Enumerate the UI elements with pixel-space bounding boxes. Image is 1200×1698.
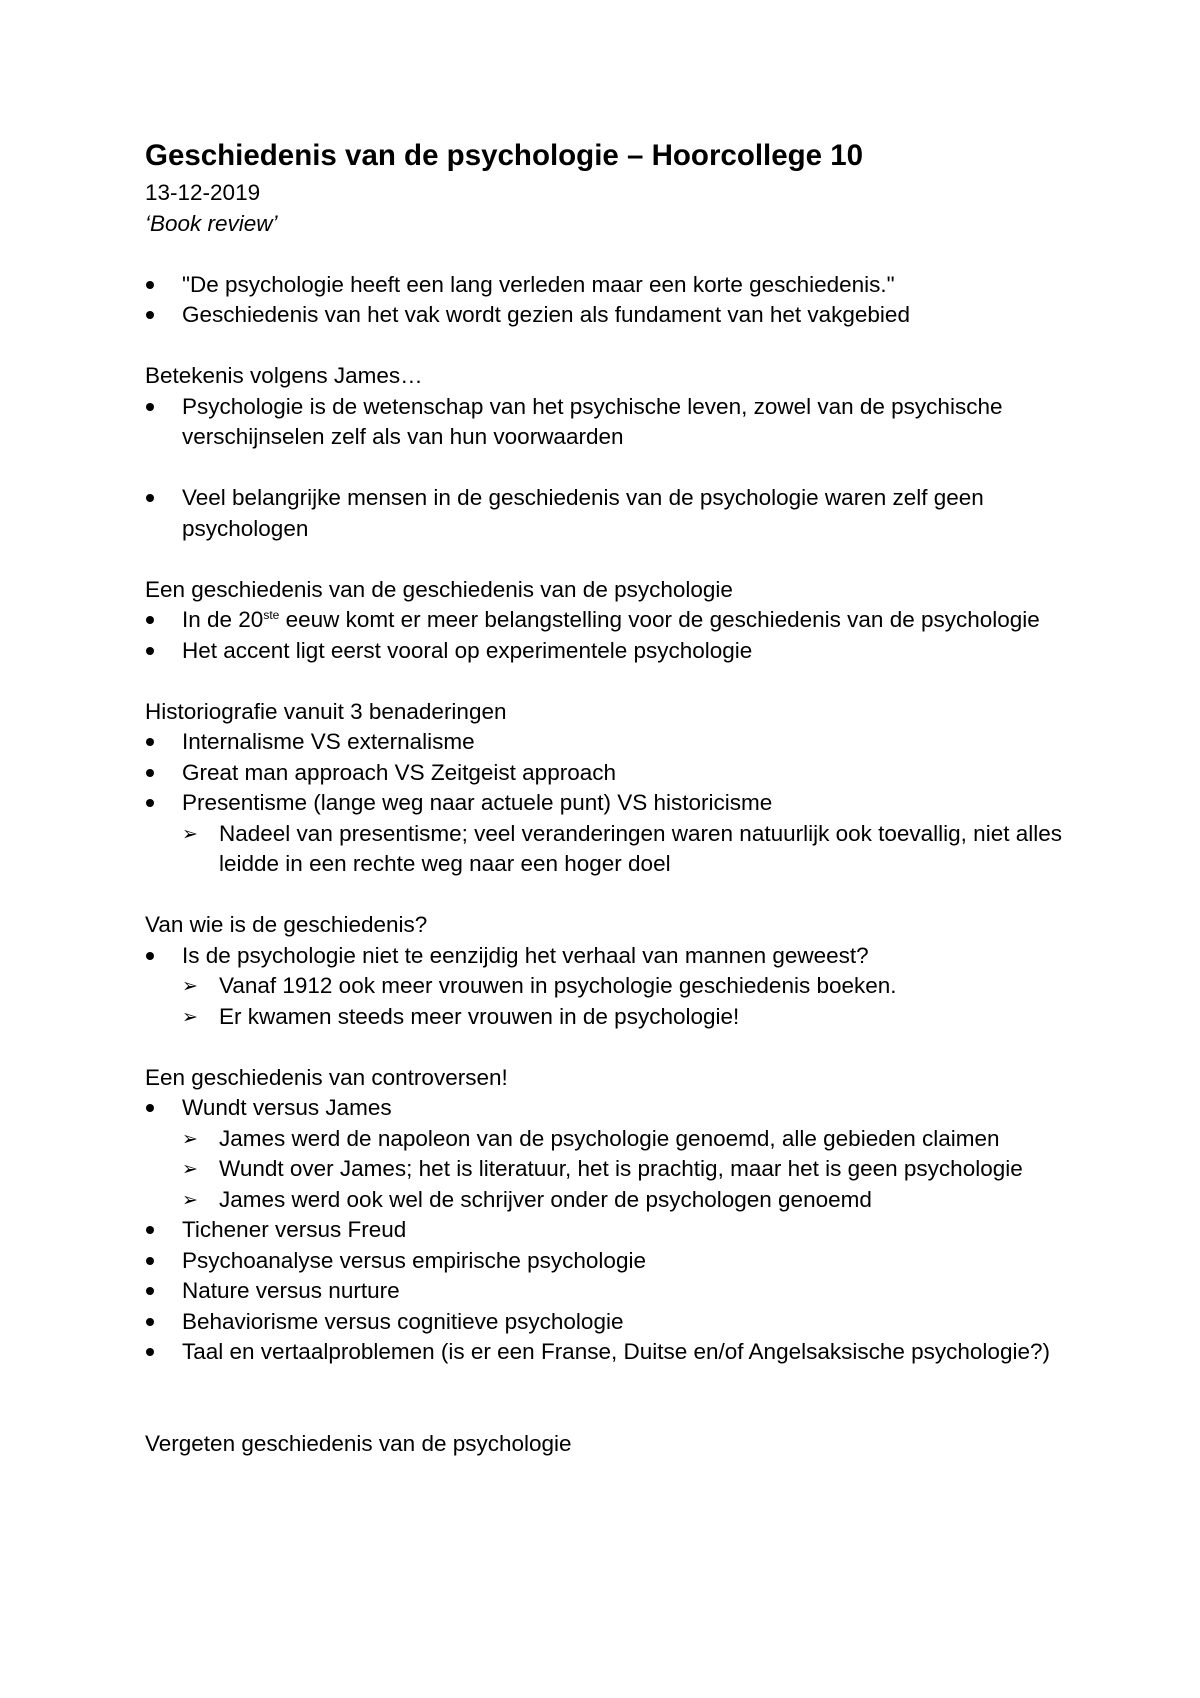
bullet-icon bbox=[146, 647, 154, 655]
list-item: "De psychologie heeft een lang verleden maar een korte geschiedenis." bbox=[145, 270, 1085, 301]
document-title: Geschiedenis van de psychologie – Hoorcollege 10 bbox=[145, 139, 864, 172]
document-page bbox=[145, 138, 1085, 1459]
list-item: Psychoanalyse versus empirische psychologie bbox=[145, 1246, 1085, 1277]
bullet-icon bbox=[146, 1257, 154, 1265]
sub-list-item: ➢ Nadeel van presentisme; veel veranderingen waren natuurlijk ook toevallig, niet alles leidde in een rechte weg naar een hoger doel bbox=[182, 820, 1062, 876]
list-item: Presentisme (lange weg naar actuele punt) VS historicisme ➢ Nadeel van presentisme; veel veranderingen waren natuurlijk ook toevallig, niet alles leidde in een rechte weg naar een hoger doel bbox=[145, 788, 1085, 880]
bullet-icon bbox=[146, 1104, 154, 1112]
section4-list bbox=[145, 941, 1085, 1033]
arrow-bullet-icon: ➢ bbox=[182, 822, 198, 845]
bullet-icon bbox=[146, 769, 154, 777]
list-item: Het accent ligt eerst vooral op experimentele psychologie bbox=[145, 636, 1085, 667]
section5-list bbox=[145, 1093, 1085, 1368]
bullet-icon bbox=[146, 1318, 154, 1326]
list-item: Is de psychologie niet te eenzijdig het verhaal van mannen geweest? ➢ Vanaf 1912 ook meer vrouwen in psychologie geschiedenis boeken. ➢ Er kwamen steeds meer vrouwen in de psychologie! bbox=[145, 941, 1085, 1033]
list-item: Behaviorisme versus cognitieve psychologie bbox=[145, 1307, 1085, 1338]
bullet-icon bbox=[146, 738, 154, 746]
list-item: Internalisme VS externalisme bbox=[145, 727, 1085, 758]
bullet-icon bbox=[146, 1348, 154, 1356]
bullet-icon bbox=[146, 799, 154, 807]
arrow-bullet-icon: ➢ bbox=[182, 1005, 198, 1028]
lecture-subtitle: ‘Book review’ bbox=[145, 210, 278, 236]
bullet-icon bbox=[146, 952, 154, 960]
sub-list-item: ➢ James werd de napoleon van de psychologie genoemd, alle gebieden claimen bbox=[182, 1124, 1085, 1155]
sub-list-item: ➢ James werd ook wel de schrijver onder de psychologen genoemd bbox=[182, 1185, 1085, 1216]
list-item: Veel belangrijke mensen in de geschiedenis van de psychologie waren zelf geen psychologen bbox=[145, 483, 1085, 544]
section-heading: Van wie is de geschiedenis? bbox=[145, 912, 428, 937]
sub-list bbox=[182, 971, 1085, 1032]
arrow-bullet-icon: ➢ bbox=[182, 1158, 198, 1180]
list-item: Nature versus nurture bbox=[145, 1276, 1085, 1307]
sub-list-item: ➢ Er kwamen steeds meer vrouwen in de psychologie! bbox=[182, 1002, 1085, 1033]
bullet-icon bbox=[146, 311, 154, 319]
arrow-bullet-icon: ➢ bbox=[182, 975, 198, 997]
list-item: Tichener versus Freud bbox=[145, 1215, 1085, 1246]
intro-list bbox=[145, 270, 1085, 331]
section-heading: Een geschiedenis van controversen! bbox=[145, 1064, 508, 1090]
arrow-bullet-icon: ➢ bbox=[182, 1127, 198, 1150]
bullet-icon bbox=[146, 616, 154, 624]
list-item: In de 20ste eeuw komt er meer belangstelling voor de geschiedenis van de psychologie bbox=[145, 605, 1085, 636]
section1-list-continued bbox=[145, 483, 1085, 544]
sub-list bbox=[182, 819, 1085, 880]
bullet-icon bbox=[146, 281, 154, 289]
section2-list bbox=[145, 605, 1085, 666]
section3-list bbox=[145, 727, 1085, 880]
lecture-date: 13-12-2019 bbox=[145, 180, 261, 205]
arrow-bullet-icon: ➢ bbox=[182, 1188, 198, 1211]
sub-list bbox=[182, 1124, 1085, 1216]
list-item: Great man approach VS Zeitgeist approach bbox=[145, 758, 1085, 789]
list-item: Geschiedenis van het vak wordt gezien als fundament van het vakgebied bbox=[145, 300, 1085, 331]
bullet-icon bbox=[146, 494, 154, 502]
list-item: Wundt versus James ➢ James werd de napoleon van de psychologie genoemd, alle gebieden claimen ➢ Wundt over James; het is literatuur, het is prachtig, maar het is geen psychologie ➢ James werd ook wel de schrijver onder de psychologen genoemd bbox=[145, 1093, 1085, 1215]
section-heading: Betekenis volgens James… bbox=[145, 363, 423, 388]
bullet-icon bbox=[146, 1287, 154, 1295]
sub-list-item: ➢ Wundt over James; het is literatuur, het is prachtig, maar het is geen psychologie bbox=[182, 1154, 1085, 1185]
bullet-icon bbox=[146, 1226, 154, 1234]
section-heading: Een geschiedenis van de geschiedenis van de psychologie bbox=[145, 576, 733, 602]
section1-list bbox=[145, 392, 1085, 453]
section-heading: Vergeten geschiedenis van de psychologie bbox=[145, 1430, 572, 1456]
bullet-icon bbox=[146, 403, 154, 411]
section-heading: Historiografie vanuit 3 benaderingen bbox=[145, 698, 507, 724]
list-item: Taal en vertaalproblemen (is er een Franse, Duitse en/of Angelsaksische psychologie?) bbox=[145, 1337, 1085, 1368]
sub-list-item: ➢ Vanaf 1912 ook meer vrouwen in psychologie geschiedenis boeken. bbox=[182, 971, 1085, 1002]
list-item: Psychologie is de wetenschap van het psychische leven, zowel van de psychische verschijnselen zelf als van hun voorwaarden bbox=[145, 392, 1085, 453]
